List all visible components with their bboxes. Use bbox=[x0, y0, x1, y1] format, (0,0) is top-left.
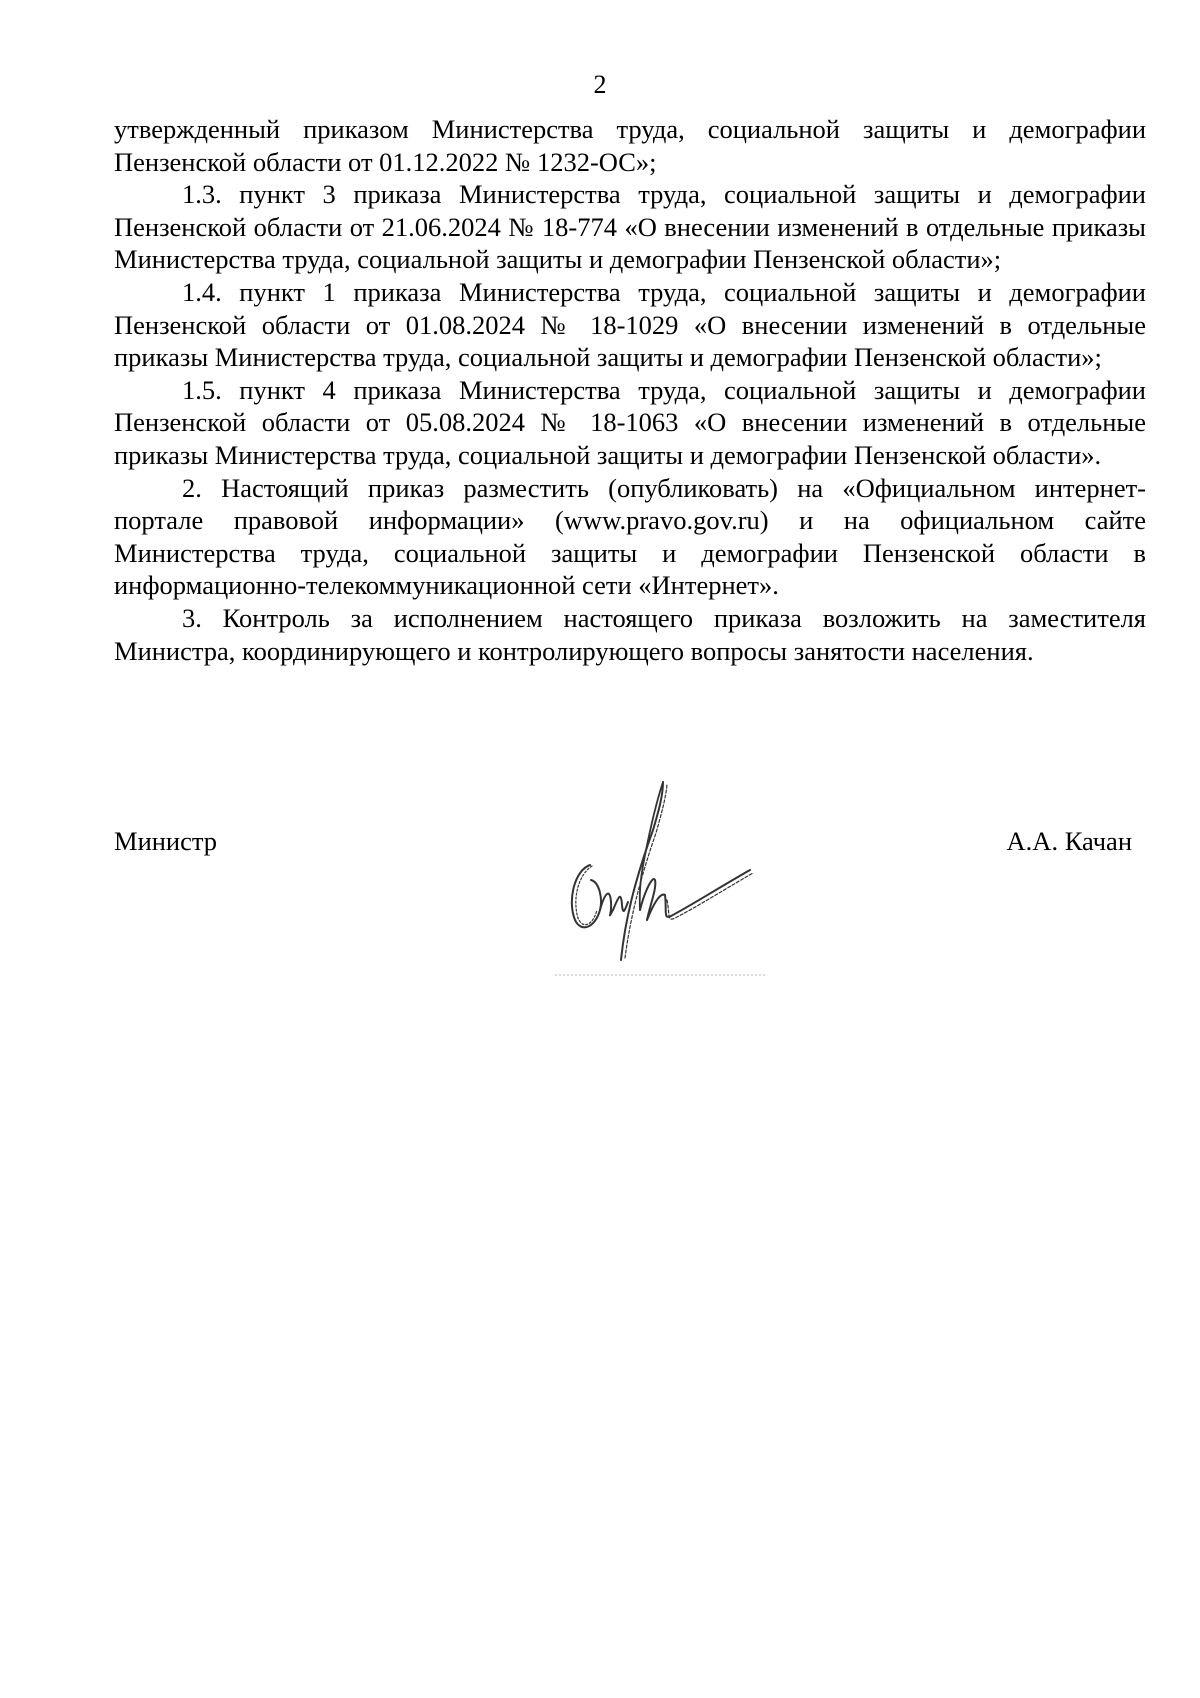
paragraph-item-2: 2. Настоящий приказ разместить (опубликовать) на «Официальном интернет-портале правовой информации» (www.pravo.gov.ru) и на официальном сайте Министерства труда, социальной защиты и демографии Пензенской области в информационно-телекоммуникационной сети «Интернет». bbox=[114, 472, 1146, 601]
signatory-title: Министр bbox=[114, 826, 218, 856]
page-number: 2 bbox=[593, 70, 607, 99]
paragraph-item-1-5: 1.5. пункт 4 приказа Министерства труда, социальной защиты и демографии Пензенской области от 05.08.2024 № 18-1063 «О внесении изменений в отдельные приказы Министерства труда, социальной защиты и демографии Пензенской области». bbox=[114, 374, 1146, 470]
handwritten-signature bbox=[555, 770, 770, 985]
paragraph-continuation: утвержденный приказом Министерства труда, социальной защиты и демографии Пензенской области от 01.12.2022 № 1232-ОС»; bbox=[114, 114, 1146, 177]
document-body bbox=[114, 113, 1146, 667]
paragraph-item-3: 3. Контроль за исполнением настоящего приказа возложить на заместителя Министра, координирующего и контролирующего вопросы занятости населения. bbox=[114, 602, 1146, 666]
paragraph-item-1-3: 1.3. пункт 3 приказа Министерства труда, социальной защиты и демографии Пензенской области от 21.06.2024 № 18-774 «О внесении изменений в отдельные приказы Министерства труда, социальной защиты и демографии Пензенской области»; bbox=[114, 179, 1146, 275]
signatory-name: А.А. Качан bbox=[1006, 826, 1132, 856]
paragraph-item-1-4: 1.4. пункт 1 приказа Министерства труда, социальной защиты и демографии Пензенской области от 01.08.2024 № 18-1029 «О внесении изменений в отдельные приказы Министерства труда, социальной защиты и демографии Пензенской области»; bbox=[114, 276, 1146, 373]
